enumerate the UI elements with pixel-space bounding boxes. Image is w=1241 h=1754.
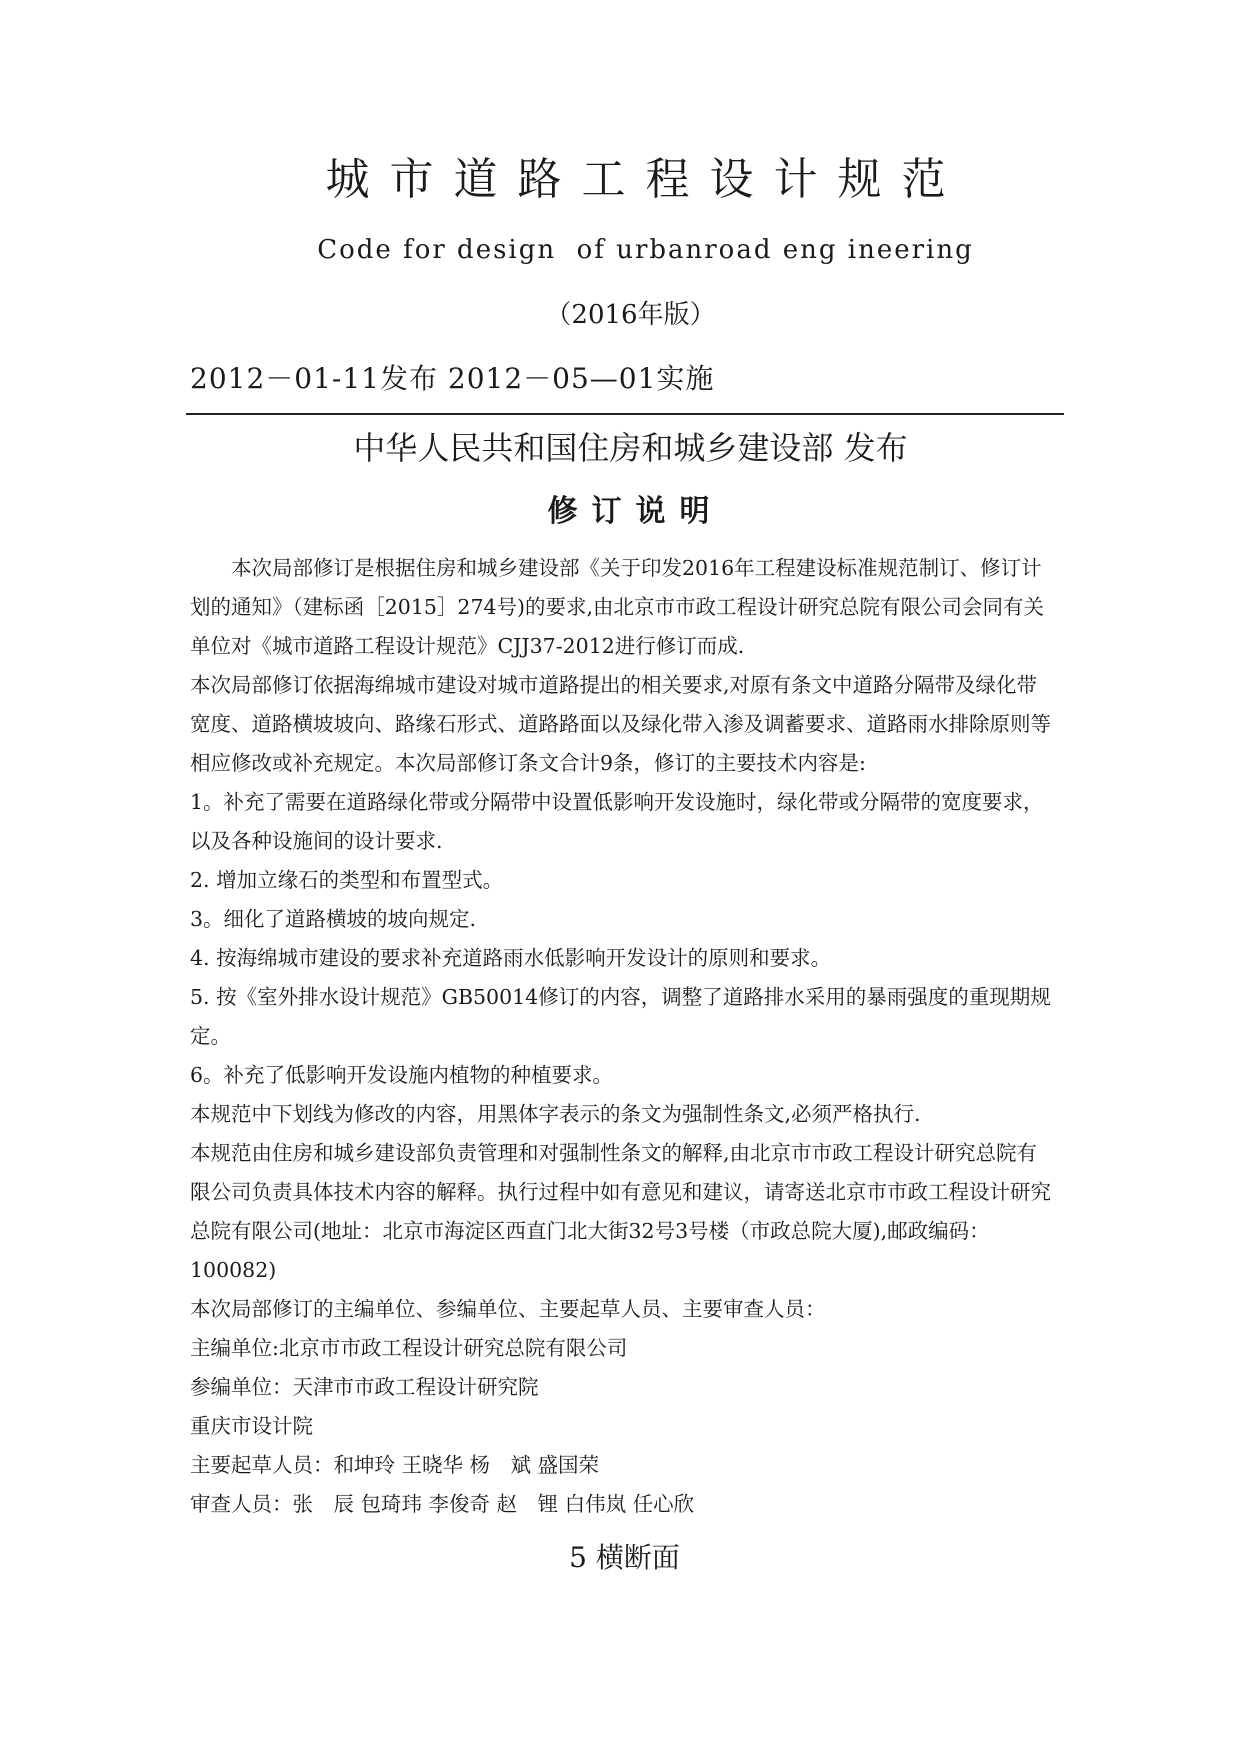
paragraph-basis: 本次局部修订依据海绵城市建设对城市道路提出的相关要求,对原有条文中道路分隔带及绿化带宽度、道路横坡坡向、路缘石形式、道路路面以及绿化带入渗及调蓄要求、道路雨水排除原则等相应修改或补充规定。本次局部修订条文合计9条，修订的主要技术内容是: [190, 673, 1051, 775]
paragraph-management: 本规范由住房和城乡建设部负责管理和对强制性条文的解释,由北京市市政工程设计研究总院有限公司负责具体技术内容的解释。执行过程中如有意见和建议，请寄送北京市市政工程设计研究总院有限公司(地址：北京市海淀区西直门北大街32号3号楼（市政总院大厦),邮政编码：100082) [190, 1141, 1051, 1282]
participating-unit-2: 重庆市设计院 [190, 1414, 313, 1438]
paragraph-contributors-intro: 本次局部修订的主编单位、参编单位、主要起草人员、主要审查人员： [190, 1297, 826, 1321]
english-title: Code for design of urbanroad eng ineering [317, 235, 974, 265]
publisher-line: 中华人民共和国住房和城乡建设部 发布 [353, 429, 908, 467]
list-item: 2. 增加立缘石的类型和布置型式。 [190, 868, 504, 892]
section-title: 修订说明 [547, 494, 724, 529]
document-title: 城市道路工程设计规范 [325, 154, 966, 205]
main-drafters: 主要起草人员：和坤玲 王晓华 杨 斌 盛国荣 [190, 1453, 600, 1477]
list-item: 3。细化了道路横坡的坡向规定. [190, 907, 477, 931]
list-item: 6。补充了低影响开发设施内植物的种植要求。 [190, 1063, 614, 1087]
next-section-heading: 5 横断面 [569, 1541, 680, 1574]
participating-unit: 参编单位：天津市市政工程设计研究院 [190, 1375, 539, 1399]
paragraph-intro: 本次局部修订是根据住房和城乡建设部《关于印发2016年工程建设标准规范制订、修订计划的通知》（建标函［2015］274号)的要求,由北京市市政工程设计研究总院有限公司会同有关单位对《城市道路工程设计规范》CJJ37-2012进行修订而成. [190, 556, 1045, 658]
horizontal-divider [186, 413, 1064, 415]
edition-label: （2016年版） [545, 300, 716, 330]
list-item: 1。补充了需要在道路绿化带或分隔带中设置低影响开发设施时，绿化带或分隔带的宽度要求，以及各种设施间的设计要求. [190, 790, 1044, 853]
chief-editor-unit: 主编单位:北京市市政工程设计研究总院有限公司 [190, 1336, 628, 1360]
revision-notes-body [190, 549, 1055, 1524]
list-item: 5. 按《室外排水设计规范》GB50014修订的内容，调整了道路排水采用的暴雨强度的重现期规定。 [190, 985, 1051, 1048]
list-item: 4. 按海绵城市建设的要求补充道路雨水低影响开发设计的原则和要求。 [190, 946, 832, 970]
reviewers: 审查人员：张 辰 包琦玮 李俊奇 赵 锂 白伟岚 任心欣 [190, 1492, 695, 1516]
paragraph-mandatory-note: 本规范中下划线为修改的内容，用黑体字表示的条文为强制性条文,必须严格执行. [190, 1102, 921, 1126]
issue-dates: 2012－01-11发布 2012－05—01实施 [190, 362, 715, 395]
